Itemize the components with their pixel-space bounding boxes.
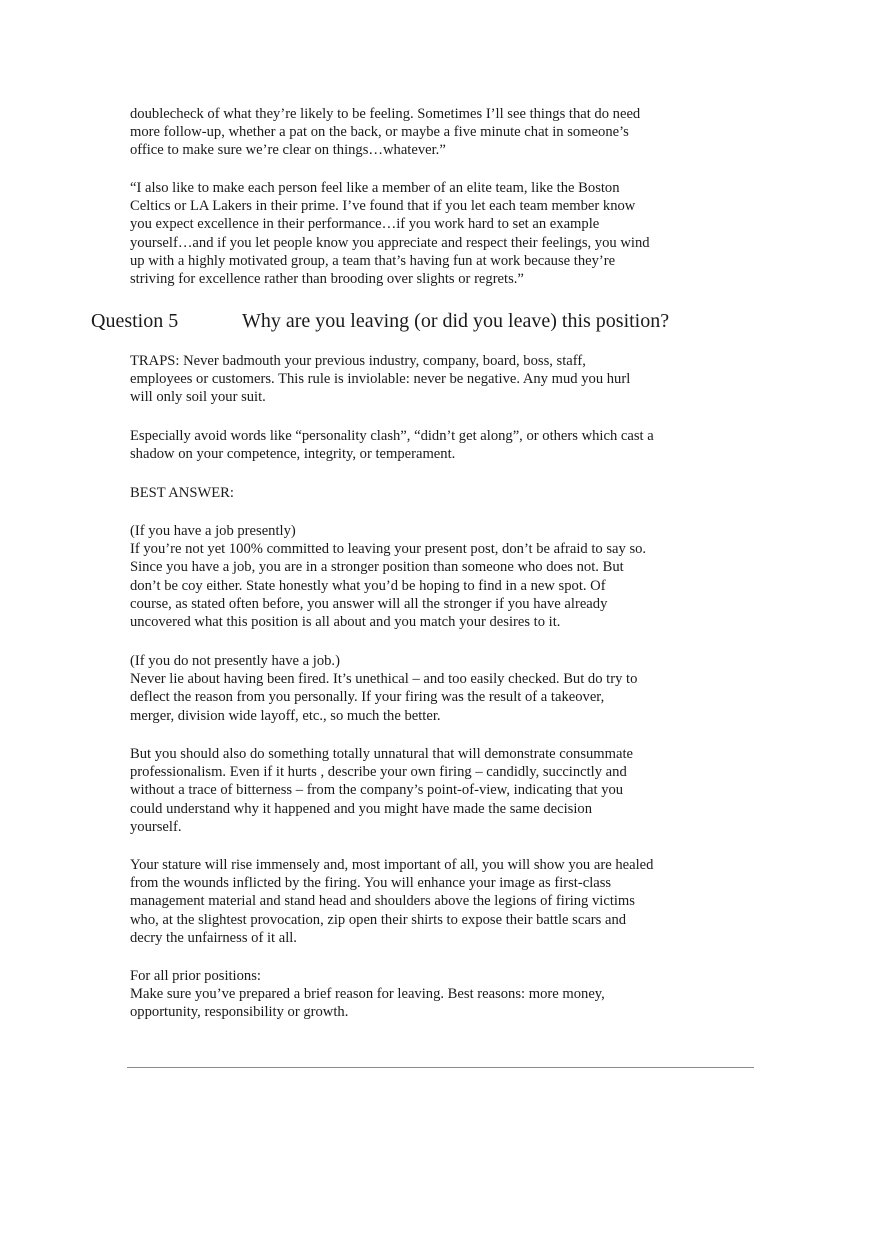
text-line: yourself…and if you let people know you appreciate and respect their feelings, you wind [130,234,650,251]
no-job-paragraph [130,652,710,725]
text-line: Especially avoid words like “personality clash”, “didn’t get along”, or others which cast a [130,428,654,444]
text-line: more follow-up, whether a pat on the back, or maybe a five minute chat in someone’s [130,124,629,141]
text-line: who, at the slightest provocation, zip open their shirts to expose their battle scars and [130,911,627,928]
traps-paragraph [130,352,710,407]
text-line: yourself. [130,818,182,835]
text-line: striving for excellence rather than brooding over slights or regrets.” [130,271,524,288]
text-line: merger, division wide layoff, etc., so much the better. [130,707,441,724]
text-line: management material and stand head and shoulders above the legions of firing victims [130,893,635,910]
text-line: BEST ANSWER: [130,485,234,501]
text-line: up with a highly motivated group, a team that’s having fun at work because they’re [130,252,616,269]
text-line: could understand why it happened and you might have made the same decision [130,800,593,817]
avoid-paragraph [130,427,710,463]
text-line: Your stature will rise immensely and, most important of all, you will show you are healed [130,857,654,873]
text-line: Make sure you’ve prepared a brief reason for leaving. Best reasons: more money, [130,986,605,1003]
text-line: (If you have a job presently) [130,523,296,539]
text-line: TRAPS: Never badmouth your previous industry, company, board, boss, staff, [130,353,586,369]
question-number: Question 5 [91,310,179,332]
text-line: without a trace of bitterness – from the company’s point-of-view, indicating that you [130,782,624,799]
intro-paragraph-1 [130,105,710,160]
text-line: opportunity, responsibility or growth. [130,1004,349,1021]
footer-divider [127,1067,754,1068]
unnatural-paragraph [130,745,710,836]
text-line: you expect excellence in their performance…if you work hard to set an example [130,216,600,233]
text-line: course, as stated often before, you answer will all the stronger if you have already [130,595,608,612]
text-line: employees or customers. This rule is inviolable: never be negative. Any mud you hurl [130,371,631,388]
text-line: decry the unfairness of it all. [130,929,297,946]
text-line: Since you have a job, you are in a stronger position than someone who does not. But [130,559,624,576]
text-line: But you should also do something totally unnatural that will demonstrate consummate [130,746,634,762]
stature-paragraph [130,856,710,947]
text-line: office to make sure we’re clear on things…whatever.” [130,142,446,159]
text-line: Never lie about having been fired. It’s unethical – and too easily checked. But do try to [130,671,638,688]
prior-positions-paragraph [130,967,710,1022]
intro-paragraph-2 [130,179,710,288]
text-line: shadow on your competence, integrity, or temperament. [130,446,456,463]
text-line: “I also like to make each person feel like a member of an elite team, like the Boston [130,180,620,196]
text-line: doublecheck of what they’re likely to be feeling. Sometimes I’ll see things that do need [130,106,641,122]
text-line: Celtics or LA Lakers in their prime. I’ve found that if you let each team member know [130,198,636,215]
best-answer-heading [130,484,710,502]
text-line: deflect the reason from you personally. If your firing was the result of a takeover, [130,689,605,706]
text-line: uncovered what this position is all about and you match your desires to it. [130,614,561,631]
text-line: don’t be coy either. State honestly what you’d be hoping to find in a new spot. Of [130,577,606,594]
text-line: For all prior positions: [130,968,261,984]
text-line: from the wounds inflicted by the firing. You will enhance your image as first-class [130,875,612,892]
text-line: professionalism. Even if it hurts , describe your own firing – candidly, succinctly and [130,764,627,781]
text-line: If you’re not yet 100% committed to leaving your present post, don’t be afraid to say so. [130,541,647,558]
text-line: (If you do not presently have a job.) [130,653,340,669]
question-title: Why are you leaving (or did you leave) this position? [242,310,670,332]
text-line: will only soil your suit. [130,389,266,406]
job-present-paragraph [130,522,710,631]
